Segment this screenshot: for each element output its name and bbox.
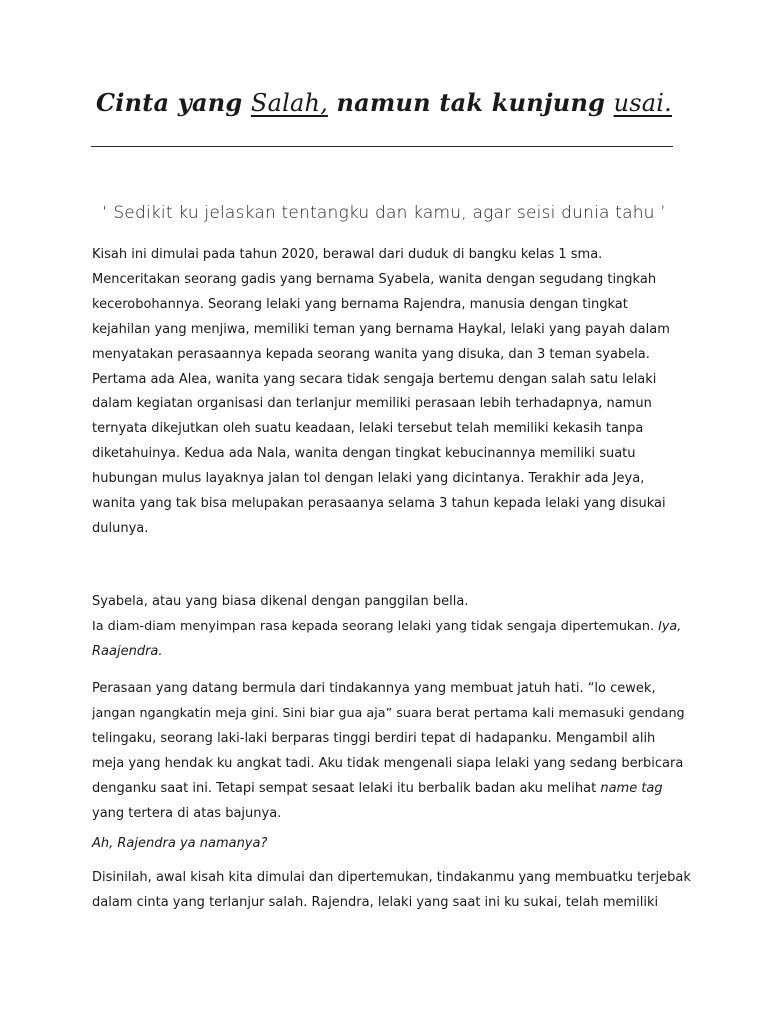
epigraph-quote: ‘ Sedikit ku jelaskan tentangku dan kamu, agar seisi dunia tahu ’ — [102, 203, 666, 223]
paragraph-1-line: Kisah ini dimulai pada tahun 2020, berawal dari duduk di bangku kelas 1 sma. — [92, 247, 603, 262]
paragraph-2-line-3-italic: Raajendra. — [92, 643, 163, 659]
paragraph-5-line: dalam cinta yang terlanjur salah. Rajendra, lelaki yang saat ini ku sukai, telah memiliki — [92, 894, 659, 910]
paragraph-1-line: dalam kegiatan organisasi dan terlanjur memiliki perasaan lebih terhadapnya, namun — [92, 396, 652, 412]
paragraph-2-line-3 — [92, 640, 692, 665]
paragraph-1 — [92, 243, 692, 542]
paragraph-2-line-2-italic: Iya, — [658, 618, 682, 634]
title-part-2-underlined: Salah, — [250, 89, 328, 117]
document-title — [0, 88, 768, 117]
paragraph-2-line-1: Syabela, atau yang biasa dikenal dengan panggilan bella. — [92, 594, 469, 609]
paragraph-3-line-5-text: denganku saat ini. Tetapi sempat sesaat lelaki itu berbalik badan aku melihat — [92, 780, 601, 796]
paragraph-1-line: diketahuinya. Kedua ada Nala, wanita dengan tingkat kebucinannya memiliki suatu — [92, 446, 636, 462]
paragraph-1-line: ternyata dikejutkan oleh suatu keadaan, lelaki tersebut telah memiliki kekasih tanpa — [92, 421, 644, 437]
paragraph-1-line: kecerobohannya. Seorang lelaki yang bernama Rajendra, manusia dengan tingkat — [92, 296, 628, 312]
paragraph-3-line: Perasaan yang datang bermula dari tindakannya yang membuat jatuh hati. “lo cewek, — [92, 681, 656, 696]
title-part-1: Cinta yang — [95, 88, 251, 117]
paragraph-3 — [92, 677, 692, 826]
paragraph-5 — [92, 866, 692, 916]
paragraph-4 — [92, 832, 692, 857]
paragraph-3-line-5 — [92, 777, 692, 802]
paragraph-3-line-5-italic: name tag — [600, 780, 663, 796]
paragraph-5-line: Disinilah, awal kisah kita dimulai dan dipertemukan, tindakanmu yang membuatku terjebak — [92, 870, 691, 885]
paragraph-3-line: telingaku, seorang laki-laki berparas tinggi berdiri tepat di hadapanku. Mengambil alih — [92, 730, 656, 746]
paragraph-1-line: hubungan mulus layaknya jalan tol dengan lelaki yang dicintanya. Terakhir ada Jeya, — [92, 471, 645, 487]
paragraph-1-line: Menceritakan seorang gadis yang bernama Syabela, wanita dengan segudang tingkah — [92, 271, 657, 287]
paragraph-2-line-2 — [92, 615, 692, 640]
title-part-3: namun tak kunjung — [327, 88, 614, 117]
paragraph-1-line: wanita yang tak bisa melupakan perasaanya selama 3 tahun kepada lelaki yang disukai — [92, 496, 666, 512]
paragraph-2-line-2-text: Ia diam-diam menyimpan rasa kepada seorang lelaki yang tidak sengaja dipertemukan. — [92, 618, 659, 634]
paragraph-1-line: dulunya. — [92, 520, 149, 536]
paragraph-1-line: menyatakan perasaannya kepada seorang wanita yang disuka, dan 3 teman syabela. — [92, 346, 650, 362]
paragraph-3-line: yang tertera di atas bajunya. — [92, 805, 282, 821]
paragraph-4-italic-line: Ah, Rajendra ya namanya? — [92, 836, 268, 851]
title-divider — [91, 146, 673, 147]
paragraph-1-line: Pertama ada Alea, wanita yang secara tidak sengaja bertemu dengan salah satu lelaki — [92, 371, 657, 387]
title-part-4-underlined: usai. — [613, 89, 673, 117]
paragraph-3-line: jangan ngangkatin meja gini. Sini biar gua aja” suara berat pertama kali memasuki gendang — [92, 705, 685, 721]
paragraph-1-line: kejahilan yang menjiwa, memiliki teman yang bernama Haykal, lelaki yang payah dalam — [92, 321, 670, 337]
paragraph-2 — [92, 590, 692, 665]
paragraph-3-line: meja yang hendak ku angkat tadi. Aku tidak mengenali siapa lelaki yang sedang berbicara — [92, 755, 684, 771]
